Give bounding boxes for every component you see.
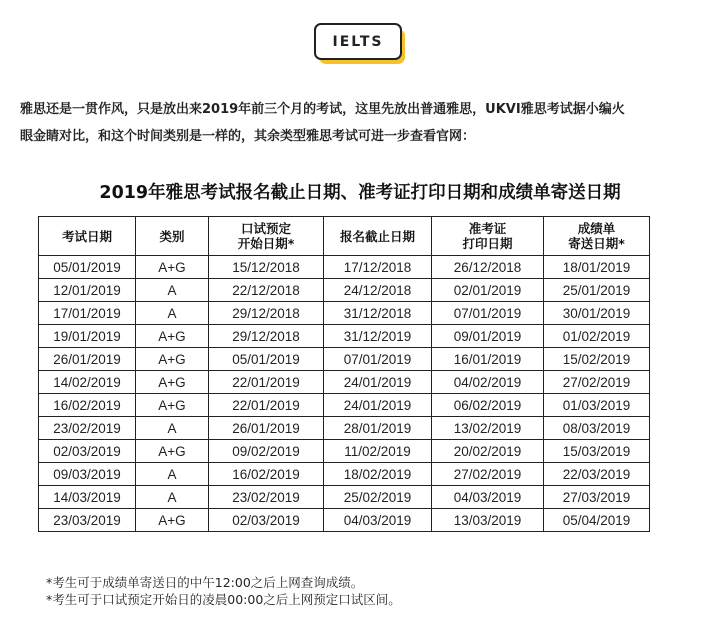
table-cell: 20/02/2019 [432, 440, 544, 463]
table-cell: 31/12/2019 [324, 325, 432, 348]
column-header [136, 217, 209, 256]
intro-paragraph [20, 96, 704, 150]
table-cell: 18/02/2019 [324, 463, 432, 486]
table-cell: 12/01/2019 [39, 279, 136, 302]
table-cell: 05/01/2019 [39, 256, 136, 279]
column-header-line: 口试预定 [240, 221, 291, 236]
table-row [39, 325, 650, 348]
table-cell: 07/01/2019 [432, 302, 544, 325]
table-cell: 13/03/2019 [432, 509, 544, 532]
table-cell: 27/02/2019 [544, 371, 650, 394]
column-header-line: 寄送日期* [568, 236, 625, 251]
table-cell: A+G [136, 394, 209, 417]
table-cell: 09/01/2019 [432, 325, 544, 348]
column-header-line: 报名截止日期 [339, 228, 415, 244]
table-cell: 08/03/2019 [544, 417, 650, 440]
intro-line-1: 雅思还是一贯作风，只是放出来2019年前三个月的考试，这里先放出普通雅思，UKVI雅思考试据小编火 [20, 102, 625, 117]
table-cell: 24/01/2019 [324, 394, 432, 417]
table-cell: 14/03/2019 [39, 486, 136, 509]
table-cell: A+G [136, 371, 209, 394]
table-cell: 29/12/2018 [209, 302, 324, 325]
table-cell: 13/02/2019 [432, 417, 544, 440]
table-cell: 15/12/2018 [209, 256, 324, 279]
column-header [432, 217, 544, 256]
table-row [39, 440, 650, 463]
footnote-1: *考生可于成绩单寄送日的中午12:00之后上网查询成绩。 [46, 575, 364, 590]
table-cell: 01/02/2019 [544, 325, 650, 348]
table-cell: 26/01/2019 [209, 417, 324, 440]
table-cell: 26/12/2018 [432, 256, 544, 279]
table-cell: A+G [136, 509, 209, 532]
table-cell: 16/01/2019 [432, 348, 544, 371]
table-cell: 22/01/2019 [209, 394, 324, 417]
table-cell: 23/02/2019 [39, 417, 136, 440]
column-header [324, 217, 432, 256]
table-cell: 30/01/2019 [544, 302, 650, 325]
table-cell: 27/03/2019 [544, 486, 650, 509]
table-cell: 24/01/2019 [324, 371, 432, 394]
table-cell: 17/01/2019 [39, 302, 136, 325]
table-cell: 18/01/2019 [544, 256, 650, 279]
table-cell: 15/02/2019 [544, 348, 650, 371]
table-cell: 24/12/2018 [324, 279, 432, 302]
footnotes [46, 574, 401, 608]
table-header-row [39, 217, 650, 256]
table-cell: 25/02/2019 [324, 486, 432, 509]
column-header-line: 准考证 [468, 221, 507, 236]
table-cell: 05/04/2019 [544, 509, 650, 532]
table-cell: 01/03/2019 [544, 394, 650, 417]
table-cell: 22/12/2018 [209, 279, 324, 302]
table-cell: 06/02/2019 [432, 394, 544, 417]
table-row [39, 302, 650, 325]
table-cell: 17/12/2018 [324, 256, 432, 279]
table-cell: 05/01/2019 [209, 348, 324, 371]
table-cell: A+G [136, 325, 209, 348]
exam-schedule-table [38, 216, 650, 532]
table-cell: 02/03/2019 [209, 509, 324, 532]
table-cell: A+G [136, 440, 209, 463]
column-header-line: 开始日期* [237, 236, 295, 251]
footnote-2: *考生可于口试预定开始日的凌晨00:00之后上网预定口试区间。 [46, 592, 401, 607]
column-header-line: 类别 [159, 228, 185, 244]
table-row [39, 279, 650, 302]
table-cell: 19/01/2019 [39, 325, 136, 348]
column-header [209, 217, 324, 256]
table-cell: 02/03/2019 [39, 440, 136, 463]
table-cell: A [136, 463, 209, 486]
column-header-line: 打印日期 [462, 236, 513, 251]
table-cell: A+G [136, 348, 209, 371]
table-title: 2019年雅思考试报名截止日期、准考证打印日期和成绩单寄送日期 [99, 183, 621, 203]
table-row [39, 509, 650, 532]
table-cell: 09/02/2019 [209, 440, 324, 463]
table-cell: 16/02/2019 [39, 394, 136, 417]
column-header [39, 217, 136, 256]
table-cell: 23/03/2019 [39, 509, 136, 532]
table-cell: 02/01/2019 [432, 279, 544, 302]
table-cell: 09/03/2019 [39, 463, 136, 486]
table-body [39, 256, 650, 532]
table-cell: 23/02/2019 [209, 486, 324, 509]
table-cell: A [136, 486, 209, 509]
table-cell: A [136, 417, 209, 440]
table-cell: 04/02/2019 [432, 371, 544, 394]
table-cell: 14/02/2019 [39, 371, 136, 394]
table-row [39, 486, 650, 509]
table-cell: 28/01/2019 [324, 417, 432, 440]
table-cell: A [136, 302, 209, 325]
column-header-line: 成绩单 [577, 221, 616, 236]
column-header-line: 考试日期 [61, 228, 112, 244]
table-cell: 26/01/2019 [39, 348, 136, 371]
table-cell: 04/03/2019 [324, 509, 432, 532]
table-cell: 07/01/2019 [324, 348, 432, 371]
table-cell: A [136, 279, 209, 302]
table-cell: 04/03/2019 [432, 486, 544, 509]
ielts-badge [314, 23, 406, 65]
table-row [39, 417, 650, 440]
table-cell: A+G [136, 256, 209, 279]
column-header [544, 217, 650, 256]
table-row [39, 256, 650, 279]
table-cell: 27/02/2019 [432, 463, 544, 486]
table-row [39, 463, 650, 486]
intro-line-2: 眼金睛对比，和这个时间类别是一样的，其余类型雅思考试可进一步查看官网： [20, 129, 476, 144]
table-cell: 31/12/2018 [324, 302, 432, 325]
badge-label: IELTS [314, 23, 402, 60]
table-cell: 22/03/2019 [544, 463, 650, 486]
table-row [39, 371, 650, 394]
table-cell: 25/01/2019 [544, 279, 650, 302]
table-cell: 11/02/2019 [324, 440, 432, 463]
table-cell: 16/02/2019 [209, 463, 324, 486]
table-cell: 15/03/2019 [544, 440, 650, 463]
table-cell: 29/12/2018 [209, 325, 324, 348]
table-row [39, 348, 650, 371]
table-row [39, 394, 650, 417]
table-cell: 22/01/2019 [209, 371, 324, 394]
